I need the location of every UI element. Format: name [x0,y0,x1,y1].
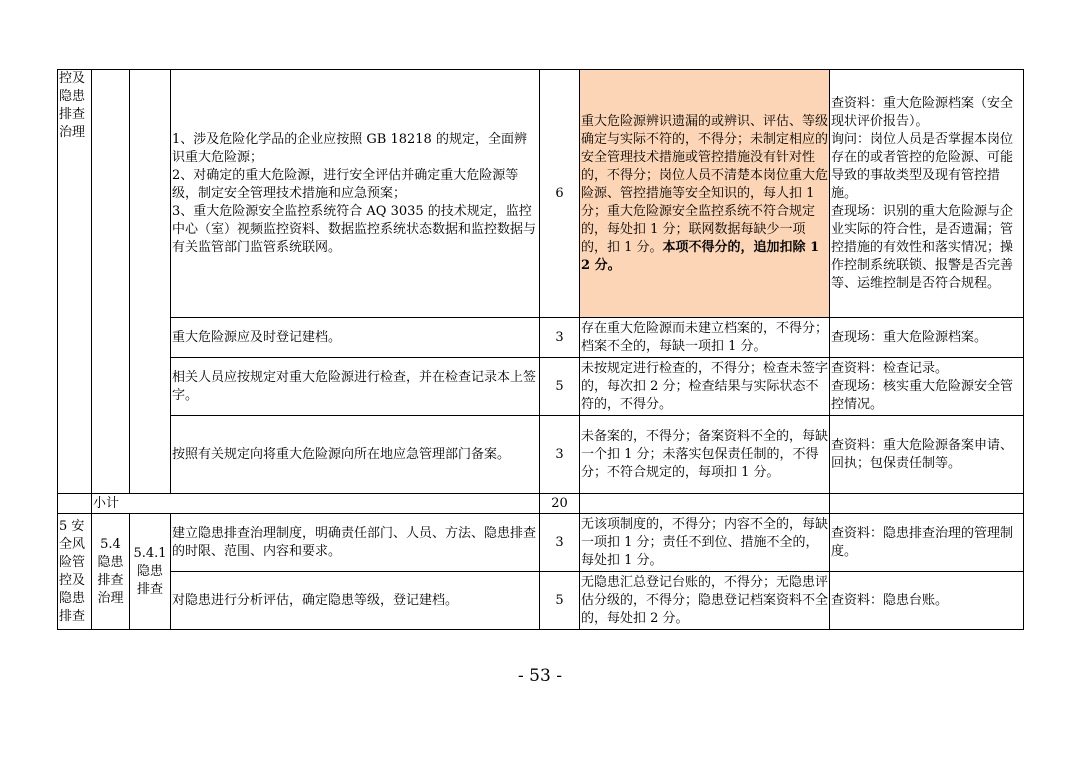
subtotal-blank-cell [58,494,92,514]
method-cell: 查现场：重大危险源档案。 [830,318,1024,358]
criteria-cell: 无隐患汇总登记台账的，不得分；无隐患评估分级的，不得分；隐患登记档案资料不全的，每处扣 2 分。 [580,572,830,630]
criteria-cell [580,70,830,318]
category-l3-cell [130,514,171,630]
score-cell: 3 [540,416,580,494]
category-l1-cell: 控及隐患排查治理 [58,70,92,494]
category-l1-cell: 5 安全风险管控及隐患排查 [58,514,92,630]
criteria-cell: 存在重大危险源而未建立档案的，不得分；档案不全的，每缺一项扣 1 分。 [580,318,830,358]
subtotal-method-blank [830,494,1024,514]
method-cell: 查资料：重大危险源备案申请、回执；包保责任制等。 [830,416,1024,494]
category-l3-cell [130,70,171,494]
method-cell: 查资料：重大危险源档案（安全现状评价报告）。 询问：岗位人员是否掌握本岗位存在的或者管控的危险源、可能导致的事故类型及现有管控措施。 查现场：识别的重大危险源与企业实际的符合性，是否遗漏；管控措施的有效性和落实情况；操作控制系统联锁、报警是否完善等、运维控制是否符合规程。 [830,70,1024,318]
criteria-text: 重大危险源辨识遗漏的或辨识、评估、等级确定与实际不符的，不得分；未制定相应的安全管理技术措施或管控措施没有针对性的，不得分；岗位人员不清楚本岗位重大危险源、管控措施等安全知识的，每人扣 1 分；重大危险源安全监控系统不符合规定的，每处扣 1 分；联网数据每缺少一项的，扣 1 分。 [581,113,829,255]
requirement-cell: 重大危险源应及时登记建档。 [171,318,540,358]
table-row [58,572,1024,630]
table-row [58,514,1024,572]
score-cell: 5 [540,358,580,416]
evaluation-table [57,69,1024,630]
subtotal-score: 20 [540,494,580,514]
requirement-cell: 1、涉及危险化学品的企业应按照 GB 18218 的规定，全面辨识重大危险源； 2、对确定的重大危险源，进行安全评估并确定重大危险源等级，制定安全管理技术措施和应急预案； 3、重大危险源安全监控系统符合 AQ 3035 的技术规定，监控中心（室）视频监控资料、数据监控系统状态数据和监控数据与有关监管部门监管系统联网。 [171,70,540,318]
category-l2-cell [92,70,130,494]
table-row [58,416,1024,494]
method-cell: 查资料：检查记录。 查现场：核实重大危险源安全管控情况。 [830,358,1024,416]
score-cell: 3 [540,514,580,572]
subtotal-label: 小计 [92,494,540,514]
score-cell: 5 [540,572,580,630]
score-cell: 6 [540,70,580,318]
subtotal-criteria-blank [580,494,830,514]
table-row [58,358,1024,416]
table-row [58,70,1024,318]
requirement-cell: 对隐患进行分析评估，确定隐患等级，登记建档。 [171,572,540,630]
requirement-cell: 建立隐患排查治理制度，明确责任部门、人员、方法、隐患排查的时限、范围、内容和要求。 [171,514,540,572]
category-l2-cell: 5.4 隐患排查治理 [92,514,130,630]
method-cell: 查资料：隐患排查治理的管理制度。 [830,514,1024,572]
method-cell: 查资料：隐患台账。 [830,572,1024,630]
criteria-cell: 未备案的，不得分；备案资料不全的，每缺一个扣 1 分；未落实包保责任制的，不得分；不符合规定的，每项扣 1 分。 [580,416,830,494]
score-cell: 3 [540,318,580,358]
category-l3-number: 5.4.1 [133,545,167,561]
requirement-cell: 按照有关规定向将重大危险源向所在地应急管理部门备案。 [171,416,540,494]
category-l3-name: 隐患排查 [136,563,163,597]
criteria-cell: 未按规定进行检查的，不得分；检查未签字的，每次扣 2 分；检查结果与实际状态不符的，不得分。 [580,358,830,416]
criteria-bold-text: 本项不得分的，追加扣除 12 分。 [581,239,820,273]
page-number: - 53 - [518,666,562,686]
table-row [58,318,1024,358]
subtotal-row [58,494,1024,514]
criteria-cell: 无该项制度的，不得分；内容不全的，每缺一项扣 1 分；责任不到位、措施不全的，每处扣 1 分。 [580,514,830,572]
requirement-cell: 相关人员应按规定对重大危险源进行检查，并在检查记录本上签字。 [171,358,540,416]
